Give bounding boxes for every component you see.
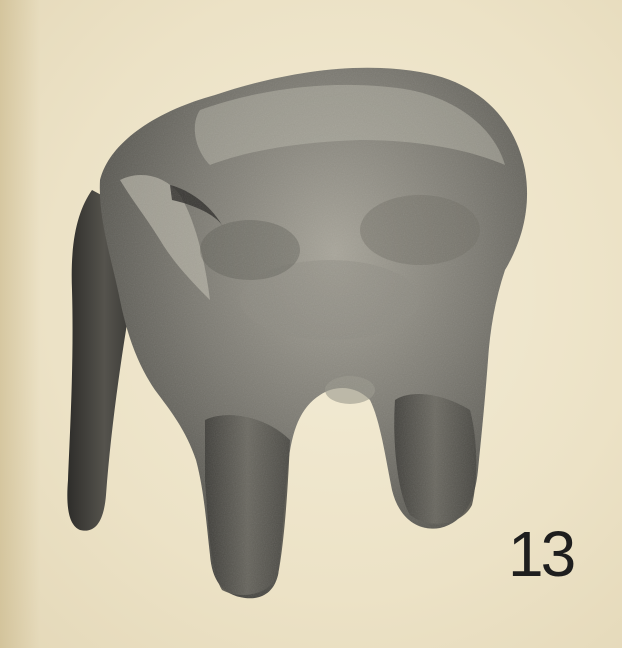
plate-number: 13 xyxy=(508,518,574,590)
